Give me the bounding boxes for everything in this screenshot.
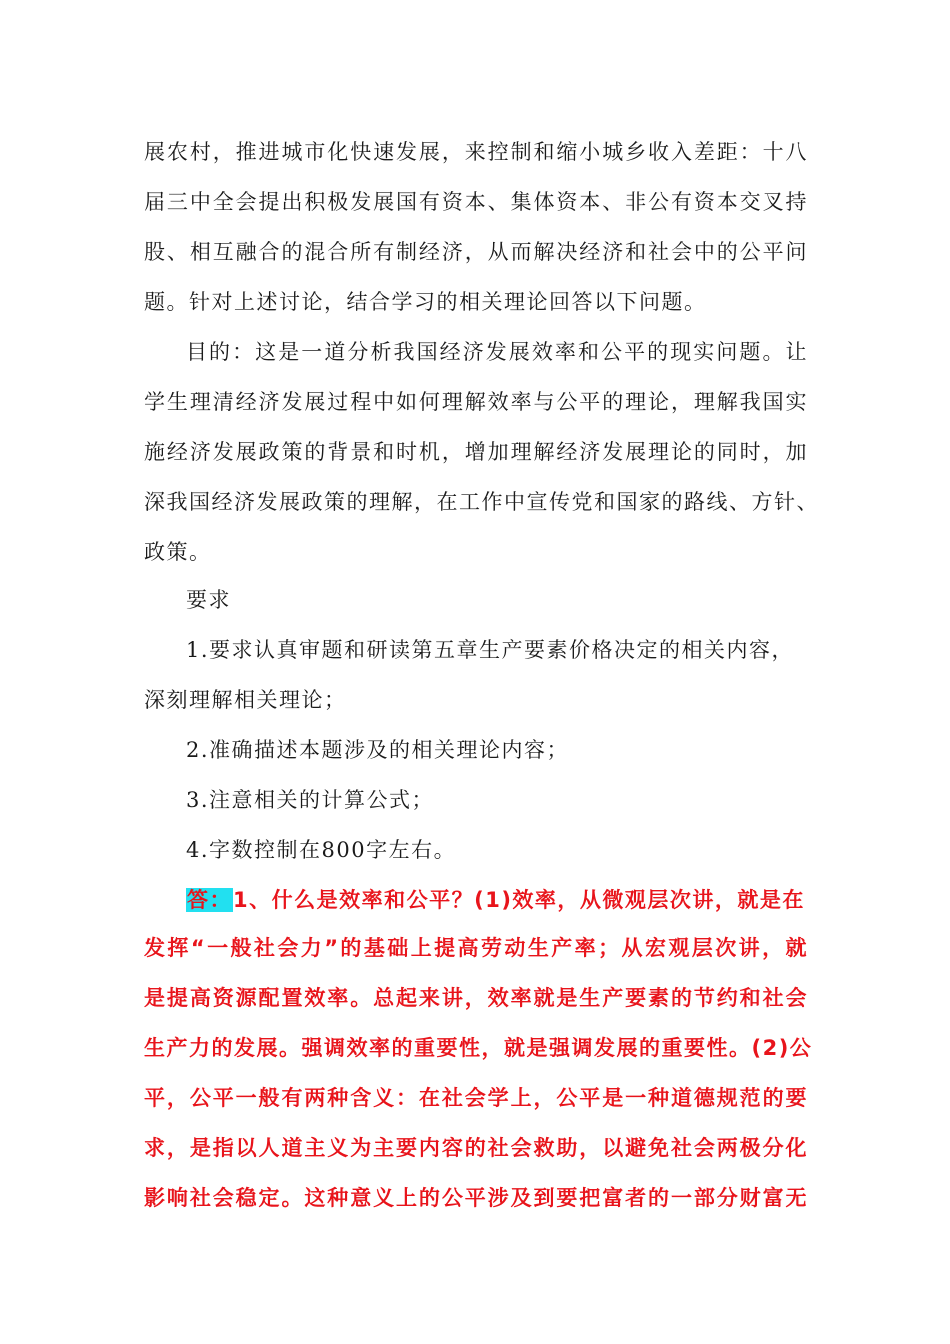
answer-line: 平，公平一般有两种含义：在社会学上，公平是一种道德规范的要 — [144, 1086, 808, 1110]
paragraph-line: 届三中全会提出积极发展国有资本、集体资本、非公有资本交叉持 — [144, 190, 808, 214]
purpose-line: 学生理清经济发展过程中如何理解效率与公平的理论，理解我国实 — [144, 390, 808, 414]
answer-text: 1、什么是效率和公平？(1)效率，从微观层次讲，就是在 — [233, 888, 805, 912]
requirements-heading: 要求 — [186, 588, 231, 612]
answer-line: 影响社会稳定。这种意义上的公平涉及到要把富者的一部分财富无 — [144, 1186, 808, 1210]
paragraph-line: 股、相互融合的混合所有制经济，从而解决经济和社会中的公平问 — [144, 240, 808, 264]
paragraph-line: 题。针对上述讨论，结合学习的相关理论回答以下问题。 — [144, 290, 707, 314]
purpose-line: 目的：这是一道分析我国经济发展效率和公平的现实问题。让 — [186, 340, 808, 364]
purpose-line: 施经济发展政策的背景和时机，增加理解经济发展理论的同时，加 — [144, 440, 808, 464]
requirement-item-1: 1.要求认真审题和研读第五章生产要素价格决定的相关内容， — [186, 638, 795, 662]
purpose-line: 政策。 — [144, 540, 212, 564]
purpose-line: 深我国经济发展政策的理解，在工作中宣传党和国家的路线、方针、 — [144, 490, 819, 514]
answer-line: 是提高资源配置效率。总起来讲，效率就是生产要素的节约和社会 — [144, 986, 808, 1010]
requirement-item-1-cont: 深刻理解相关理论； — [144, 688, 347, 712]
answer-label: 答： — [187, 888, 232, 912]
requirement-item-2: 2.准确描述本题涉及的相关理论内容； — [186, 738, 570, 762]
requirement-item-3: 3.注意相关的计算公式； — [186, 788, 435, 812]
answer-line: 求，是指以人道主义为主要内容的社会救助，以避免社会两极分化 — [144, 1136, 808, 1160]
answer-line: 发挥“一般社会力”的基础上提高劳动生产率；从宏观层次讲，就 — [144, 936, 808, 960]
answer-first-line — [186, 875, 876, 925]
answer-line: 生产力的发展。强调效率的重要性，就是强调发展的重要性。(2)公 — [144, 1036, 813, 1060]
paragraph-line: 展农村，推进城市化快速发展，来控制和缩小城乡收入差距：十八 — [144, 140, 808, 164]
requirement-item-4: 4.字数控制在800字左右。 — [186, 838, 457, 862]
